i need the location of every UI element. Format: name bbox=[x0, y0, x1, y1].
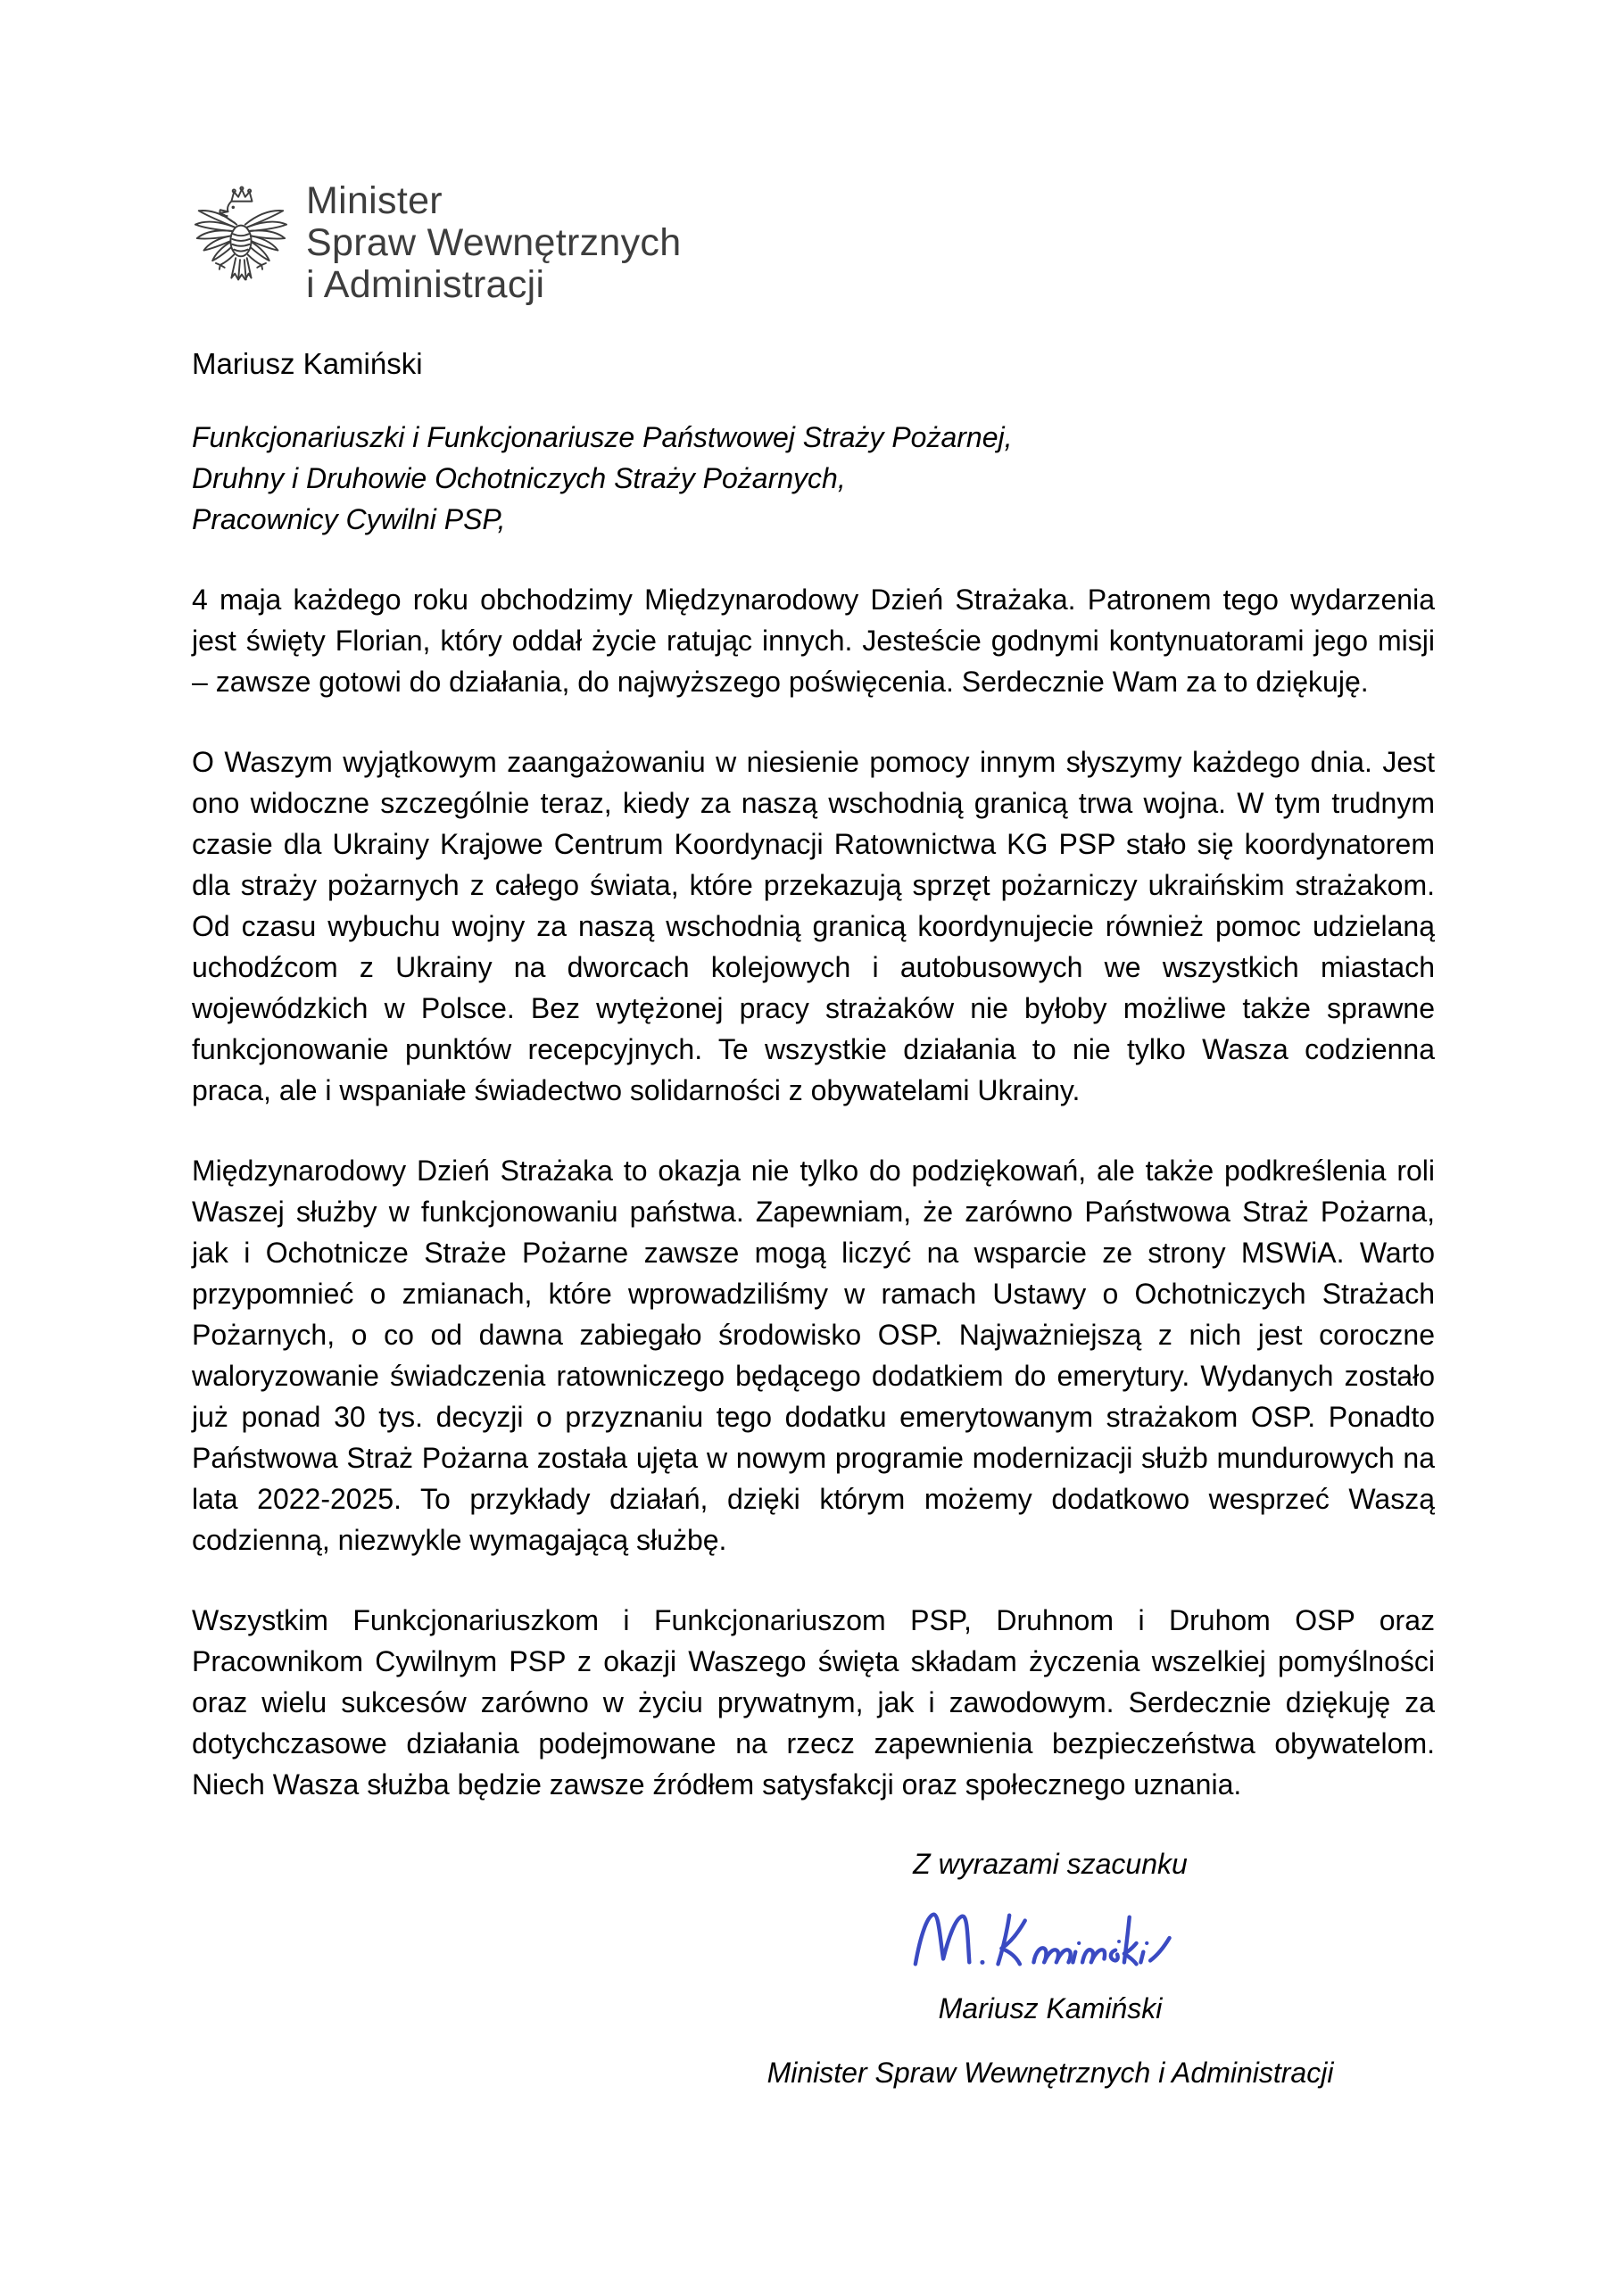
salutation bbox=[192, 417, 1435, 540]
letter-content bbox=[192, 179, 1435, 2090]
ministry-name-line-1: Minister bbox=[306, 179, 443, 222]
sender-name: Mariusz Kamiński bbox=[192, 347, 423, 380]
ministry-name-line-2: Spraw Wewnętrznych bbox=[306, 221, 682, 264]
handwritten-signature bbox=[903, 1905, 1197, 1975]
letterhead bbox=[192, 179, 1435, 306]
ministry-name bbox=[306, 180, 681, 306]
body-paragraph-2: O Waszym wyjątkowym zaangażowaniu w niesienie pomocy innym słyszymy każdego dnia. Jest ono widoczne szczególnie teraz, kiedy za naszą wschodnią granicą trwa wojna. W tym trudnym czasie dla Ukrainy Krajowe Centrum Koordynacji Ratownictwa KG PSP stało się koordynatorem dla straży pożarnych z całego świata, które przekazują sprzęt pożarniczy ukraińskim strażakom. Od czasu wybuchu wojny za naszą wschodnią granicą koordynujecie również pomoc udzielaną uchodźcom z Ukrainy na dworcach kolejowych i autobusowych we wszystkich miastach wojewódzkich w Polsce. Bez wytężonej pracy strażaków nie byłoby możliwe także sprawne funkcjonowanie punktów recepcyjnych. Te wszystkie działania to nie tylko Wasza codzienna praca, ale i wspaniałe świadectwo solidarności z obywatelami Ukrainy. bbox=[192, 746, 1435, 1106]
closing-block bbox=[693, 1846, 1407, 2090]
salutation-line-2: Druhny i Druhowie Ochotniczych Straży Pożarnych, bbox=[192, 462, 846, 494]
body-paragraph-4: Wszystkim Funkcjonariuszkom i Funkcjonariuszom PSP, Druhnom i Druhom OSP oraz Pracownikom Cywilnym PSP z okazji Waszego święta składam życzenia wszelkiej pomyślności oraz wielu sukcesów zarówno w życiu prywatnym, jak i zawodowym. Serdecznie dziękuję za dotychczasowe działania podejmowane na rzecz zapewnienia bezpieczeństwa obywatelom. Niech Wasza służba będzie zawsze źródłem satysfakcji oraz społecznego uznania. bbox=[192, 1604, 1435, 1801]
polish-eagle-emblem-icon bbox=[192, 186, 288, 294]
body-paragraph-1: 4 maja każdego roku obchodzimy Międzynarodowy Dzień Strażaka. Patronem tego wydarzenia jest święty Florian, który oddał życie ratując innych. Jesteście godnymi kontynuatorami jego misji – zawsze gotowi do działania, do najwyższego poświęcenia. Serdecznie Wam za to dziękuję. bbox=[192, 584, 1435, 698]
salutation-line-1: Funkcjonariuszki i Funkcjonariusze Państwowej Straży Pożarnej, bbox=[192, 421, 1013, 453]
closing-salute: Z wyrazami szacunku bbox=[913, 1848, 1188, 1880]
body-paragraph-3: Międzynarodowy Dzień Strażaka to okazja nie tylko do podziękowań, ale także podkreślenia roli Waszej służby w funkcjonowaniu państwa. Zapewniam, że zarówno Państwowa Straż Pożarna, jak i Ochotnicze Straże Pożarne zawsze mogą liczyć na wsparcie ze strony MSWiA. Warto przypomnieć o zmianach, które wprowadziliśmy w ramach Ustawy o Ochotniczych Strażach Pożarnych, o co od dawna zabiegało środowisko OSP. Najważniejszą z nich jest coroczne waloryzowanie świadczenia ratowniczego będącego dodatkiem do emerytury. Wydanych zostało już ponad 30 tys. decyzji o przyznaniu tego dodatku emerytowanym strażakom OSP. Ponadto Państwowa Straż Pożarna została ujęta w nowym programie modernizacji służb mundurowych na lata 2022-2025. To przykłady działań, dzięki którym możemy dodatkowo wesprzeć Waszą codzienną, niezwykle wymagającą służbę. bbox=[192, 1155, 1435, 1556]
signer-title: Minister Spraw Wewnętrznych i Administracji bbox=[766, 2057, 1334, 2089]
ministry-name-line-3: i Administracji bbox=[306, 263, 545, 306]
salutation-line-3: Pracownicy Cywilni PSP, bbox=[192, 503, 506, 535]
signer-name: Mariusz Kamiński bbox=[938, 1992, 1163, 2024]
